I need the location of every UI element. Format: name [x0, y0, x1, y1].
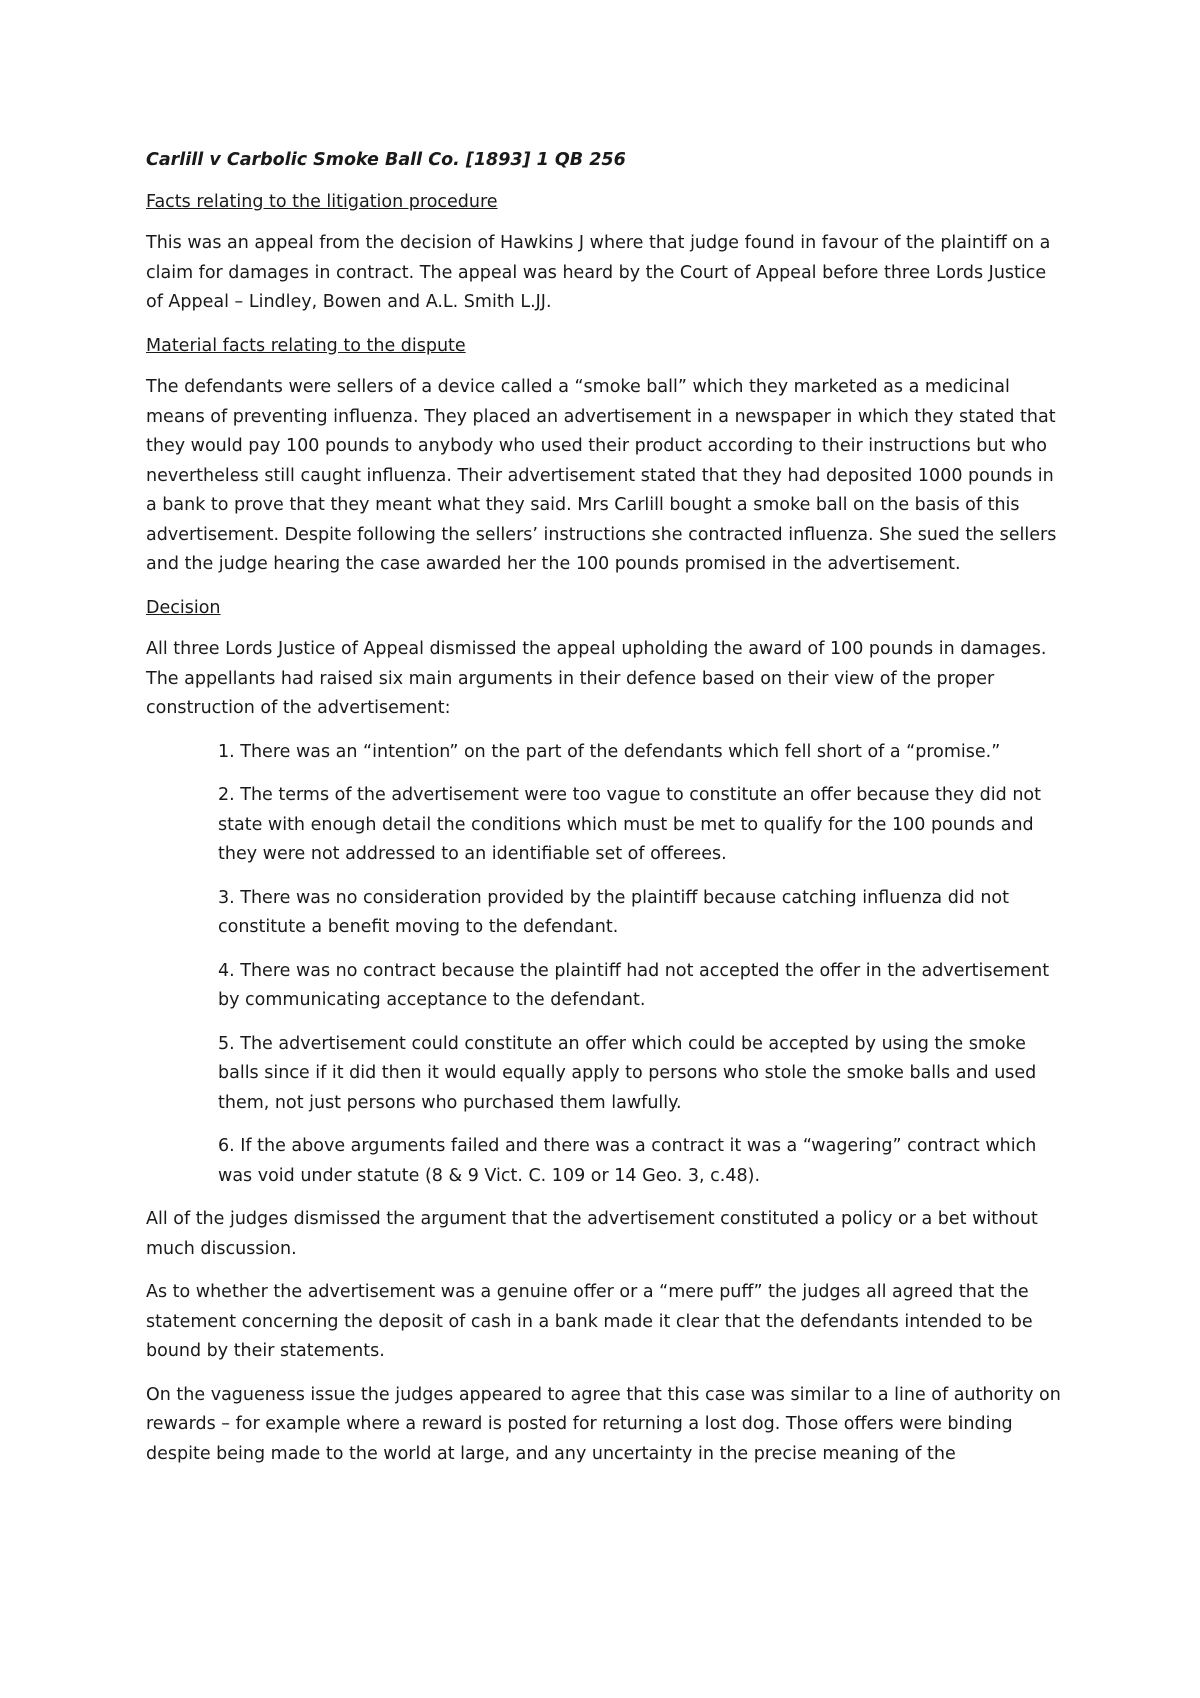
vagueness-paragraph: On the vagueness issue the judges appeared to agree that this case was similar to a line of authority on rewards – for example where a reward is posted for returning a lost dog. Those offers were binding despite being made to the world at large, and any uncertainty in the precise meaning of the	[146, 1384, 1061, 1464]
argument-number: 2.	[218, 785, 235, 805]
argument-text: There was no contract because the plaintiff had not accepted the offer in the advertisement by communicating acceptance to the defendant.	[218, 960, 1050, 1010]
argument-text: The advertisement could constitute an offer which could be accepted by using the smoke balls since if it did then it would equally apply to persons who stole the smoke balls and used them, not just persons who purchased them lawfully.	[218, 1033, 1037, 1113]
arguments-list	[146, 738, 1066, 1192]
argument-text: There was an “intention” on the part of the defendants which fell short of a “promise.”	[234, 741, 1001, 762]
argument-number: 3.	[218, 887, 235, 908]
procedure-paragraph: This was an appeal from the decision of Hawkins J where that judge found in favour of the plaintiff on a claim for damages in contract. The appeal was heard by the Court of Appeal before three Lords Justice of Appeal – Lindley, Bowen and A.L. Smith L.JJ.	[146, 233, 1051, 312]
argument-text: If the above arguments failed and there was a contract it was a “wagering” contract which was void under statute (8 & 9 Vict. C. 109 or 14 Geo. 3, c.48).	[218, 1136, 1037, 1186]
argument-item	[146, 1132, 1066, 1191]
argument-item	[146, 957, 1066, 1016]
argument-item	[146, 738, 1066, 768]
argument-number: 1.	[218, 741, 235, 762]
argument-number: 5.	[218, 1033, 235, 1054]
argument-item	[146, 884, 1066, 943]
facts-heading: Material facts relating to the dispute	[146, 335, 466, 356]
argument-number: 4.	[218, 960, 235, 981]
decision-intro-paragraph: All three Lords Justice of Appeal dismissed the appeal upholding the award of 100 pounds in damages. The appellants had raised six main arguments in their defence based on their view of the proper construction of the advertisement:	[146, 639, 1047, 718]
argument-item	[146, 781, 1066, 870]
case-title: Carlill v Carbolic Smoke Ball Co. [1893] 1 QB 256	[146, 150, 626, 170]
bet-paragraph: All of the judges dismissed the argument that the advertisement constituted a policy or a bet without much discussion.	[146, 1209, 1038, 1259]
document-page	[146, 146, 1066, 1483]
argument-text: There was no consideration provided by the plaintiff because catching influenza did not constitute a benefit moving to the defendant.	[218, 887, 1010, 937]
argument-text: The terms of the advertisement were too vague to constitute an offer because they did not state with enough detail the conditions which must be met to qualify for the 100 pounds and they were not addressed to an identifiable set of offerees.	[218, 785, 1041, 864]
argument-number: 6.	[218, 1136, 235, 1156]
puff-paragraph: As to whether the advertisement was a genuine offer or a “mere puff” the judges all agreed that the statement concerning the deposit of cash in a bank made it clear that the defendants intended to be bound by their statements.	[146, 1282, 1033, 1361]
decision-heading: Decision	[146, 597, 221, 618]
procedure-heading: Facts relating to the litigation procedure	[146, 191, 498, 212]
facts-paragraph: The defendants were sellers of a device called a “smoke ball” which they marketed as a medicinal means of preventing influenza. They placed an advertisement in a newspaper in which they stated that they would pay 100 pounds to anybody who used their product according to their instructions but who nevertheless still caught influenza. Their advertisement stated that they had deposited 1000 pounds in a bank to prove that they meant what they said. Mrs Carlill bought a smoke ball on the basis of this advertisement. Despite following the sellers’ instructions she contracted influenza. She sued the sellers and the judge hearing the case awarded her the 100 pounds promised in the advertisement.	[146, 377, 1057, 574]
argument-item	[146, 1030, 1066, 1119]
